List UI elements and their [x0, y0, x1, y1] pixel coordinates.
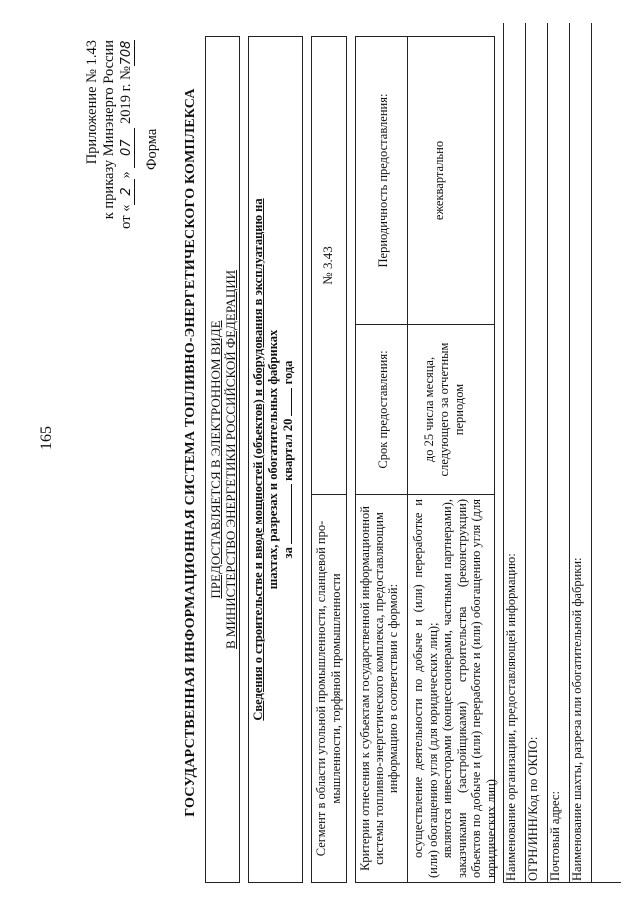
- period-for: за: [281, 547, 295, 559]
- criteria-body: [411, 499, 498, 878]
- info-row-facility: Наименование шахты, разреза или обогатительной фабрики:: [569, 23, 591, 883]
- appendix-date-line: [118, 40, 135, 240]
- info-row-address: Почтовый адрес:: [547, 23, 569, 883]
- date-month: 07: [120, 128, 135, 168]
- report-period-line: [281, 37, 296, 882]
- appendix-order: к приказу Минэнерго России: [101, 40, 117, 220]
- deadline-body: до 25 числа месяца, следующего за отчетным периодом: [422, 342, 466, 477]
- segment-text: [312, 494, 346, 882]
- periodicity-header: Периодичность предоставления:: [356, 37, 408, 324]
- form-label: Форма: [144, 128, 160, 170]
- appendix-block: [84, 40, 135, 240]
- date-day: 2: [120, 179, 135, 205]
- info-rows: [503, 23, 621, 883]
- system-title: ГОСУДАРСТВЕННАЯ ИНФОРМАЦИОННАЯ СИСТЕМА ТОПЛИВНО-ЭНЕРГЕТИЧЕСКОГО КОМПЛЕКСА: [183, 88, 198, 817]
- period-year: года: [281, 360, 295, 385]
- segment-text-line-2: мышленности, торфяной промышленности: [329, 573, 343, 804]
- criteria-header: Критерии отнесения к субъектам государственной информационной системы топливно-энергетического комплекса, предоставляющим информацию в соответствии с формой:: [356, 495, 408, 882]
- deadline-column: [356, 324, 494, 494]
- criteria-paragraph-2: являются инвесторами (концессионерами, частными партнерами), заказчиками (застройщиками) строительства (реконструкции) объектов по добыче и (или) переработке и (или) обогащению угля (для юридических лиц): [440, 499, 498, 878]
- periodicity-body: ежеквартально: [432, 140, 446, 221]
- segment-text-line-1: Сегмент в области угольной промышленности, сланцевой про-: [314, 520, 328, 857]
- report-title-box: [248, 36, 303, 883]
- report-title-line-1: Сведения о строительстве и вводе мощностей (объектов) и оборудования в эксплуатацию на: [251, 198, 265, 721]
- info-row-ogrn: ОГРН/ИНН/Код по ОКПО:: [525, 23, 547, 883]
- criteria-table: [355, 36, 498, 883]
- info-row-bottom-line: [591, 23, 592, 883]
- provided-box: [205, 36, 240, 883]
- date-prefix: от «: [118, 204, 134, 229]
- provided-line-2: В МИНИСТЕРСТВО ЭНЕРГЕТИКИ РОССИЙСКОЙ ФЕДЕРАЦИИ: [223, 270, 238, 649]
- order-number: 708: [119, 40, 134, 66]
- provided-line-1: ПРЕДОСТАВЛЯЕТСЯ В ЭЛЕКТРОННОМ ВИДЕ: [208, 320, 223, 599]
- segment-number: № 3.43: [320, 246, 335, 285]
- period-quarter: квартал 20: [281, 418, 295, 481]
- segment-box: [311, 36, 347, 883]
- report-title-line-2: шахтах, разрезах и обогатительных фабриках: [266, 329, 280, 590]
- appendix-title: Приложение № 1.43: [84, 40, 100, 165]
- criteria-column: [356, 494, 498, 882]
- date-mid: »: [118, 171, 134, 179]
- info-row-organization: Наименование организации, предоставляющей информацию:: [503, 23, 525, 883]
- criteria-paragraph-1: осуществление деятельности по добыче и (или) переработке и (или) обогащению угля (для юридических лиц);: [411, 499, 440, 878]
- periodicity-column: [356, 37, 494, 324]
- page-number: 165: [38, 426, 55, 450]
- date-year: 2019 г. №: [118, 66, 134, 125]
- deadline-header: Срок предоставления:: [356, 325, 408, 494]
